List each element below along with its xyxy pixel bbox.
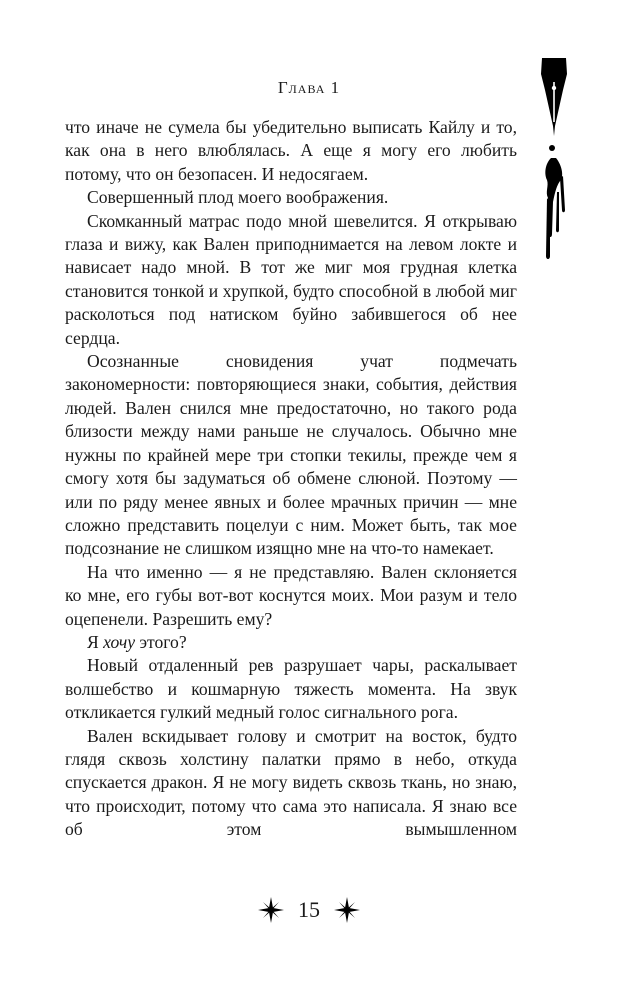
star-icon — [258, 897, 284, 923]
paragraph: Вален вскидывает голову и смотрит на восток, будто глядя сквозь холстину палатки прямо в небо, откуда спускается дракон. Я не могу видеть сквозь ткань, но знаю, что происходит, потому что сама это написала. Я знаю все об этом вымышленном — [65, 725, 517, 840]
chapter-word: Глава — [277, 78, 326, 97]
text-run: Я — [87, 631, 104, 652]
emphasis: хочу — [103, 631, 136, 652]
paragraph: На что именно — я не представляю. Вален склоняется ко мне, его губы вот-вот коснутся моих. Мои разум и тело оцепенели. Разрешить ему? — [65, 561, 517, 629]
paragraph: что иначе не сумела бы убедительно выписать Кайлу и то, как она в него влюблялась. А еще я могу его любить потому, что он безопасен. И недосягаем. — [65, 117, 517, 184]
chapter-header — [0, 78, 618, 98]
paragraph: Скомканный матрас подо мной шевелится. Я открываю глаза и вижу, как Вален приподнимается на левом локте и нависает надо мной. В тот же миг моя грудная клетка становится тонкой и хрупкой, будто способной в любой миг расколоться под натиском буйно забившегося об нее сердца. — [65, 210, 517, 348]
star-icon — [334, 897, 360, 923]
fountain-pen-ink-drip-icon — [532, 52, 576, 292]
page-footer — [0, 897, 618, 923]
paragraph: Осознанные сновидения учат подмечать закономерности: повторяющиеся знаки, события, действия людей. Вален снился мне предостаточно, но такого рода близости между нами раньше не случалось. Обычно мне нужны по крайней мере три стопки текилы, прежде чем я смогу хотя бы задуматься об обмене слюной. Поэтому — или по ряду менее явных и более мрачных причин — мне сложно представить поцелуи с ним. Может быть, так мое подсознание не слишком изящно мне на что-то намекает. — [65, 351, 517, 559]
text-run: этого? — [135, 631, 187, 652]
page-body — [65, 116, 517, 842]
paragraph: Совершенный плод моего воображения. — [87, 187, 389, 208]
page-number: 15 — [298, 897, 320, 922]
chapter-number: 1 — [330, 78, 341, 97]
paragraph: Новый отдаленный рев разрушает чары, раскалывает волшебство и кошмарную тяжесть момента. На звук откликается гулкий медный голос сигнального рога. — [65, 655, 517, 723]
paragraph — [65, 631, 517, 654]
